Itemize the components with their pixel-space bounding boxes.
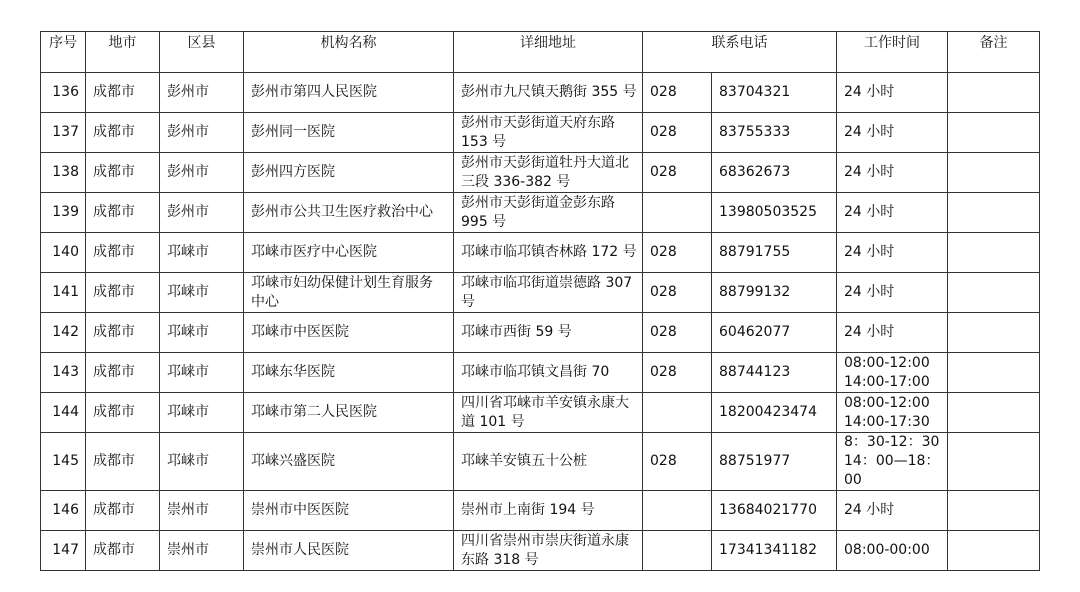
table-row bbox=[41, 73, 1040, 113]
header-district: 区县 bbox=[160, 32, 244, 73]
cell-address: 邛崃市临邛镇文昌街 70 bbox=[454, 353, 643, 393]
table-row bbox=[41, 393, 1040, 433]
cell-hours: 08:00-00:00 bbox=[837, 531, 948, 571]
cell-address: 邛崃市临邛镇杏林路 172 号 bbox=[454, 233, 643, 273]
cell-note bbox=[948, 353, 1040, 393]
cell-phone: 88799132 bbox=[712, 273, 837, 313]
header-city: 地市 bbox=[86, 32, 160, 73]
cell-city: 成都市 bbox=[86, 433, 160, 491]
cell-phone: 83704321 bbox=[712, 73, 837, 113]
cell-district: 邛崃市 bbox=[160, 273, 244, 313]
cell-idx: 143 bbox=[41, 353, 86, 393]
cell-name: 邛崃东华医院 bbox=[244, 353, 454, 393]
cell-phone: 13684021770 bbox=[712, 491, 837, 531]
cell-idx: 140 bbox=[41, 233, 86, 273]
cell-district: 崇州市 bbox=[160, 491, 244, 531]
cell-district: 邛崃市 bbox=[160, 433, 244, 491]
table-row bbox=[41, 531, 1040, 571]
cell-city: 成都市 bbox=[86, 491, 160, 531]
header-note: 备注 bbox=[948, 32, 1040, 73]
table-row bbox=[41, 313, 1040, 353]
cell-address: 四川省邛崃市羊安镇永康大 道 101 号 bbox=[454, 393, 643, 433]
cell-name: 彭州四方医院 bbox=[244, 153, 454, 193]
cell-note bbox=[948, 531, 1040, 571]
cell-district: 邛崃市 bbox=[160, 393, 244, 433]
cell-city: 成都市 bbox=[86, 153, 160, 193]
cell-city: 成都市 bbox=[86, 73, 160, 113]
cell-hours: 24 小时 bbox=[837, 233, 948, 273]
cell-note bbox=[948, 273, 1040, 313]
cell-city: 成都市 bbox=[86, 193, 160, 233]
cell-city: 成都市 bbox=[86, 531, 160, 571]
cell-idx: 136 bbox=[41, 73, 86, 113]
cell-address: 彭州市九尺镇天鹅街 355 号 bbox=[454, 73, 643, 113]
table-row bbox=[41, 273, 1040, 313]
cell-name: 邛崃市医疗中心医院 bbox=[244, 233, 454, 273]
cell-name: 彭州同一医院 bbox=[244, 113, 454, 153]
cell-phone: 88791755 bbox=[712, 233, 837, 273]
table-row bbox=[41, 113, 1040, 153]
cell-hours: 24 小时 bbox=[837, 193, 948, 233]
cell-hours: 08:00-12:00 14:00-17:30 bbox=[837, 393, 948, 433]
cell-note bbox=[948, 73, 1040, 113]
cell-hours: 24 小时 bbox=[837, 273, 948, 313]
cell-idx: 147 bbox=[41, 531, 86, 571]
cell-address: 邛崃羊安镇五十公桩 bbox=[454, 433, 643, 491]
cell-name: 邛崃兴盛医院 bbox=[244, 433, 454, 491]
table-row bbox=[41, 233, 1040, 273]
cell-district: 彭州市 bbox=[160, 193, 244, 233]
cell-note bbox=[948, 153, 1040, 193]
table-body bbox=[41, 73, 1040, 571]
table-row bbox=[41, 491, 1040, 531]
cell-hours: 24 小时 bbox=[837, 313, 948, 353]
header-phone: 联系电话 bbox=[643, 32, 837, 73]
cell-hours: 8：30-12：30 14：00—18：00 bbox=[837, 433, 948, 491]
cell-hours: 24 小时 bbox=[837, 113, 948, 153]
cell-phone: 17341341182 bbox=[712, 531, 837, 571]
cell-city: 成都市 bbox=[86, 273, 160, 313]
hospital-table bbox=[40, 31, 1040, 571]
cell-district: 彭州市 bbox=[160, 73, 244, 113]
cell-city: 成都市 bbox=[86, 353, 160, 393]
cell-phone: 68362673 bbox=[712, 153, 837, 193]
cell-hours: 24 小时 bbox=[837, 73, 948, 113]
table-row bbox=[41, 353, 1040, 393]
cell-city: 成都市 bbox=[86, 233, 160, 273]
cell-idx: 144 bbox=[41, 393, 86, 433]
cell-phone: 60462077 bbox=[712, 313, 837, 353]
header-idx: 序号 bbox=[41, 32, 86, 73]
cell-note bbox=[948, 433, 1040, 491]
cell-hours: 08:00-12:00 14:00-17:00 bbox=[837, 353, 948, 393]
cell-address: 四川省崇州市崇庆街道永康 东路 318 号 bbox=[454, 531, 643, 571]
cell-area: 028 bbox=[643, 273, 712, 313]
table-row bbox=[41, 153, 1040, 193]
cell-area bbox=[643, 193, 712, 233]
cell-district: 崇州市 bbox=[160, 531, 244, 571]
cell-address: 彭州市天彭街道天府东路 153 号 bbox=[454, 113, 643, 153]
cell-area: 028 bbox=[643, 433, 712, 491]
cell-area: 028 bbox=[643, 73, 712, 113]
cell-note bbox=[948, 491, 1040, 531]
cell-idx: 146 bbox=[41, 491, 86, 531]
cell-phone: 83755333 bbox=[712, 113, 837, 153]
cell-name: 崇州市人民医院 bbox=[244, 531, 454, 571]
cell-district: 邛崃市 bbox=[160, 233, 244, 273]
cell-address: 邛崃市西街 59 号 bbox=[454, 313, 643, 353]
cell-district: 邛崃市 bbox=[160, 313, 244, 353]
cell-address: 邛崃市临邛街道崇德路 307 号 bbox=[454, 273, 643, 313]
cell-hours: 24 小时 bbox=[837, 153, 948, 193]
cell-area: 028 bbox=[643, 233, 712, 273]
cell-idx: 141 bbox=[41, 273, 86, 313]
cell-note bbox=[948, 233, 1040, 273]
table-row bbox=[41, 433, 1040, 491]
cell-name: 彭州市第四人民医院 bbox=[244, 73, 454, 113]
cell-phone: 88751977 bbox=[712, 433, 837, 491]
cell-area: 028 bbox=[643, 153, 712, 193]
header-hours: 工作时间 bbox=[837, 32, 948, 73]
cell-area: 028 bbox=[643, 113, 712, 153]
cell-city: 成都市 bbox=[86, 313, 160, 353]
cell-idx: 145 bbox=[41, 433, 86, 491]
header-name: 机构名称 bbox=[244, 32, 454, 73]
cell-district: 彭州市 bbox=[160, 113, 244, 153]
cell-area bbox=[643, 491, 712, 531]
header-address: 详细地址 bbox=[454, 32, 643, 73]
cell-phone: 88744123 bbox=[712, 353, 837, 393]
cell-address: 彭州市天彭街道牡丹大道北 三段 336-382 号 bbox=[454, 153, 643, 193]
cell-name: 邛崃市妇幼保健计划生育服务 中心 bbox=[244, 273, 454, 313]
cell-name: 邛崃市第二人民医院 bbox=[244, 393, 454, 433]
cell-address: 彭州市天彭街道金彭东路 995 号 bbox=[454, 193, 643, 233]
cell-city: 成都市 bbox=[86, 393, 160, 433]
cell-district: 邛崃市 bbox=[160, 353, 244, 393]
cell-phone: 13980503525 bbox=[712, 193, 837, 233]
cell-city: 成都市 bbox=[86, 113, 160, 153]
cell-idx: 137 bbox=[41, 113, 86, 153]
cell-name: 彭州市公共卫生医疗救治中心 bbox=[244, 193, 454, 233]
cell-area: 028 bbox=[643, 313, 712, 353]
cell-hours: 24 小时 bbox=[837, 491, 948, 531]
cell-area bbox=[643, 531, 712, 571]
cell-address: 崇州市上南街 194 号 bbox=[454, 491, 643, 531]
cell-note bbox=[948, 113, 1040, 153]
cell-area: 028 bbox=[643, 353, 712, 393]
cell-idx: 138 bbox=[41, 153, 86, 193]
cell-note bbox=[948, 393, 1040, 433]
cell-name: 崇州市中医医院 bbox=[244, 491, 454, 531]
cell-area bbox=[643, 393, 712, 433]
header-row bbox=[41, 32, 1040, 73]
table-row bbox=[41, 193, 1040, 233]
cell-idx: 142 bbox=[41, 313, 86, 353]
cell-note bbox=[948, 313, 1040, 353]
cell-idx: 139 bbox=[41, 193, 86, 233]
cell-note bbox=[948, 193, 1040, 233]
cell-district: 彭州市 bbox=[160, 153, 244, 193]
cell-phone: 18200423474 bbox=[712, 393, 837, 433]
cell-name: 邛崃市中医医院 bbox=[244, 313, 454, 353]
